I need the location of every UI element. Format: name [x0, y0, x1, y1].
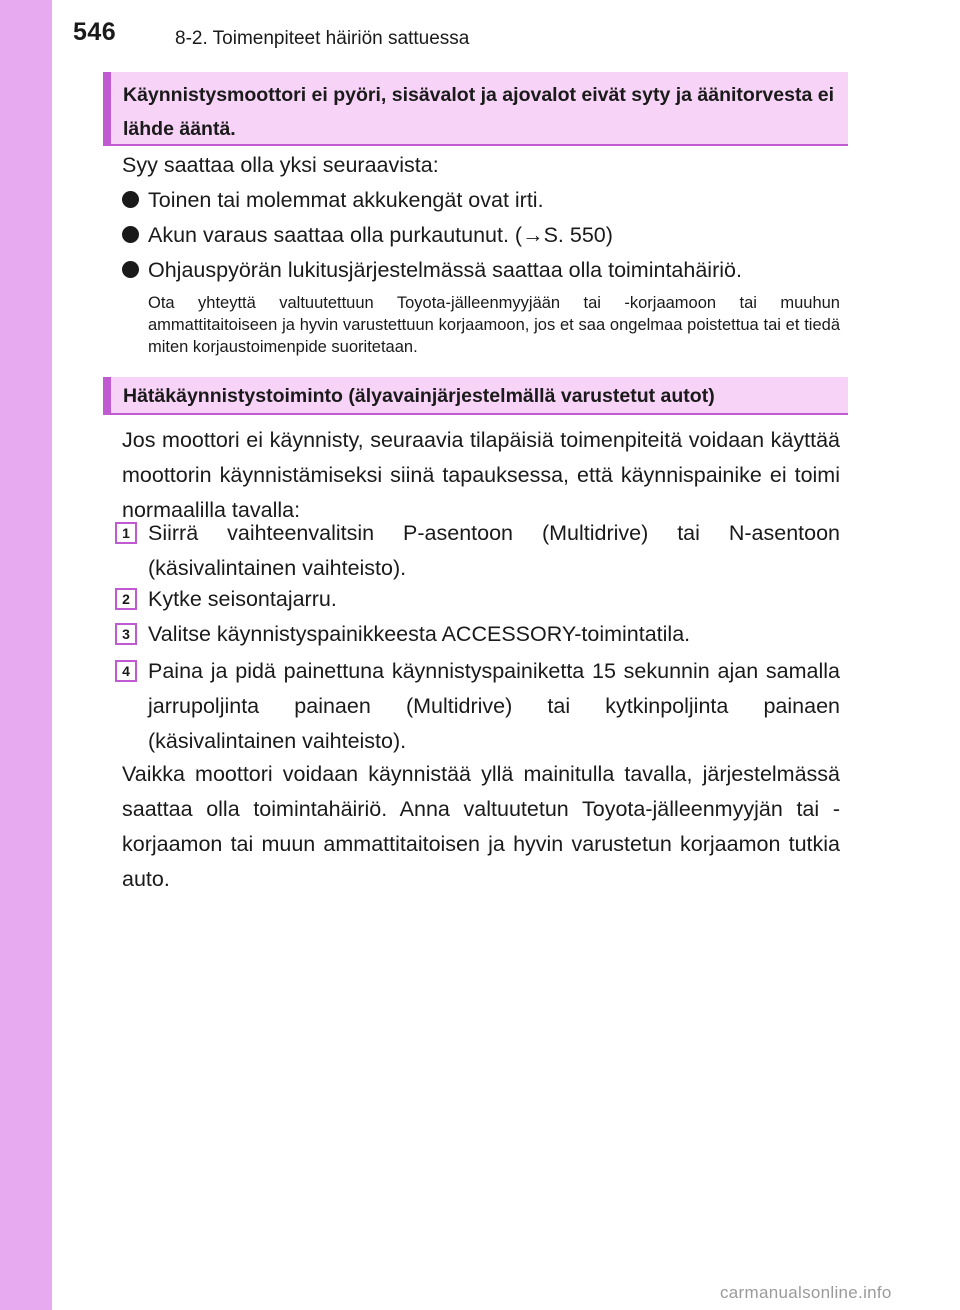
list-item [122, 183, 840, 218]
step-text: Kytke seisontajarru. [148, 587, 337, 611]
section-heading-starter: Käynnistysmoottori ei pyöri, sisävalot ja ajovalot eivät syty ja äänitorvesta ei lähde ääntä. [103, 72, 848, 146]
step-number-badge: 1 [115, 522, 137, 544]
bullet-icon [122, 261, 139, 278]
section-heading-emergency-start: Hätäkäynnistystoiminto (älyavainjärjestelmällä varustetut autot) [103, 377, 848, 415]
bullet-icon [122, 226, 139, 243]
dealer-note: Ota yhteyttä valtuutettuun Toyota-jälleenmyyjään tai -korjaamoon tai muuhun ammattitaitoiseen ja hyvin varustettuun korjaamoon, jos et saa ongelmaa poistettua tai et tiedä miten korjaustoimenpide suoritetaan. [148, 294, 840, 356]
step-number-badge: 3 [115, 623, 137, 645]
chapter-side-strip [0, 0, 52, 1310]
step-text: Paina ja pidä painettuna käynnistyspainiketta 15 sekunnin ajan samalla jarrupoljinta painaen (Multidrive) tai kytkinpoljinta painaen (käsivalintainen vaihteisto). [148, 659, 840, 753]
bullet-text: Akun varaus saattaa olla purkautunut. (→S. 550) [148, 223, 613, 247]
cause-intro: Syy saattaa olla yksi seuraavista: [122, 153, 439, 177]
bullet-text: Toinen tai molemmat akkukengät ovat irti. [148, 188, 544, 212]
bullet-text: Ohjauspyörän lukitusjärjestelmässä saattaa olla toimintahäiriö. [148, 258, 742, 282]
closing-paragraph: Vaikka moottori voidaan käynnistää yllä mainitulla tavalla, järjestelmässä saattaa olla toimintahäiriö. Anna valtuutetun Toyota-jälleenmyyjän tai -korjaamon tai muun ammattitaitoisen ja hyvin varustetun korjaamon tutkia auto. [122, 762, 840, 891]
list-item [122, 253, 840, 288]
bullet-icon [122, 191, 139, 208]
step-text: Valitse käynnistyspainikkeesta ACCESSORY-toimintatila. [148, 622, 691, 646]
list-item [122, 218, 840, 253]
step-number-badge: 4 [115, 660, 137, 682]
step-number-badge: 2 [115, 588, 137, 610]
section-title: 8-2. Toimenpiteet häiriön sattuessa [175, 28, 470, 49]
emergency-intro: Jos moottori ei käynnisty, seuraavia tilapäisiä toimenpiteitä voidaan käyttää moottorin käynnistämiseksi siinä tapauksessa, että käynnispainike ei toimi normaalilla tavalla: [122, 428, 840, 522]
step-text: Siirrä vaihteenvalitsin P-asentoon (Multidrive) tai N-asentoon (käsivalintainen vaihteisto). [148, 521, 840, 580]
site-watermark: carmanualsonline.info [720, 1283, 892, 1302]
page-number: 546 [73, 18, 117, 46]
